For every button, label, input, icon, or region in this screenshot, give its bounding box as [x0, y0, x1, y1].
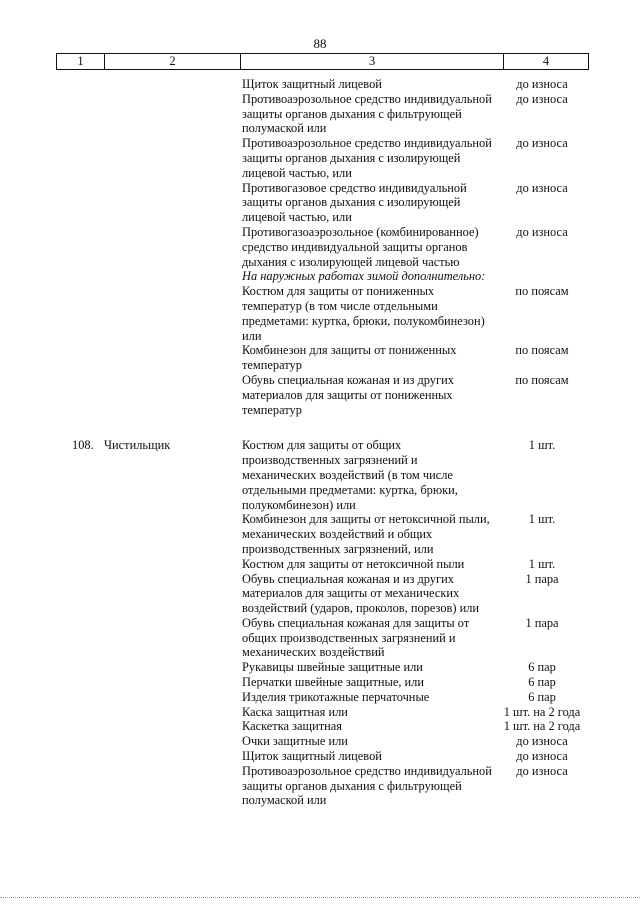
item-name: Обувь специальная кожаная и из других материалов для защиты от пониженных температур	[242, 372, 454, 417]
table-row	[0, 616, 640, 660]
page-bottom-edge	[0, 897, 640, 898]
column-header-2: 2	[105, 54, 241, 69]
item-name: Изделия трикотажные перчаточные	[242, 689, 430, 704]
table-row	[0, 225, 640, 269]
item-name: Рукавицы швейные защитные или	[242, 660, 423, 675]
table-row	[0, 705, 640, 720]
item-name: Противогазовое средство индивидуальной защиты органов дыхания с изолирующей лицевой частью, или	[242, 180, 467, 225]
table-row	[0, 734, 640, 749]
section-subheading	[0, 269, 640, 284]
table-row	[0, 181, 640, 225]
column-header-3: 3	[241, 54, 504, 69]
item-name: Костюм для защиты от пониженных температур (в том числе отдельными предметами: куртка, брюки, полукомбинезон) или	[242, 284, 485, 343]
table-row	[0, 660, 640, 675]
item-name: Противоаэрозольное средство индивидуальной защиты органов дыхания с изолирующей лицевой частью, или	[242, 136, 492, 180]
table-row	[0, 284, 640, 343]
item-norm: до износа	[516, 136, 568, 151]
item-norm: до износа	[516, 180, 568, 195]
table-row	[0, 438, 640, 512]
item-norm: по поясам	[515, 343, 569, 358]
table-row	[0, 719, 640, 734]
item-name: Костюм для защиты от нетоксичной пыли	[242, 556, 465, 571]
table-row	[0, 77, 640, 92]
item-name: Противоаэрозольное средство индивидуальной защиты органов дыхания с фильтрующей полумаской или	[242, 763, 492, 808]
column-header-1: 1	[57, 54, 105, 69]
item-name: Щиток защитный лицевой	[242, 77, 382, 91]
item-norm: 1 шт.	[528, 438, 556, 453]
table-row	[0, 373, 640, 417]
column-header-row	[56, 53, 589, 70]
item-name: Перчатки швейные защитные, или	[242, 675, 424, 690]
item-name: Очки защитные или	[242, 734, 348, 749]
item-name: Противогазоаэрозольное (комбинированное) средство индивидуальной защиты органов дыхания с изолирующей лицевой частью	[242, 224, 479, 269]
item-norm: до износа	[516, 224, 568, 239]
column-header-4: 4	[542, 54, 550, 68]
item-norm: 6 пар	[528, 675, 556, 690]
item-norm: 1 шт.	[528, 556, 556, 571]
item-norm: до износа	[516, 763, 568, 778]
entry-number: 108.	[72, 438, 94, 453]
profession-name: Чистильщик	[104, 438, 171, 453]
item-norm: до износа	[516, 749, 568, 764]
table-row	[0, 512, 640, 556]
item-norm: 1 шт. на 2 года	[503, 704, 581, 719]
table-row	[0, 749, 640, 764]
item-norm: 1 пара	[525, 571, 559, 586]
item-norm: 1 шт.	[528, 512, 556, 527]
item-name: Костюм для защиты от общих производственных загрязнений и механических воздействий (в том числе отдельными предметами: куртка, брюки, полукомбинезон) или	[242, 438, 458, 512]
table-row	[0, 690, 640, 705]
item-norm: до износа	[516, 77, 568, 91]
table-row	[0, 572, 640, 616]
item-name: Комбинезон для защиты от нетоксичной пыли, механических воздействий и общих производственных загрязнений, или	[242, 512, 490, 556]
item-norm: 6 пар	[528, 660, 556, 675]
item-name: Комбинезон для защиты от пониженных температур	[242, 343, 457, 373]
item-norm: 6 пар	[528, 689, 556, 704]
item-name: Каскетка защитная	[242, 719, 342, 734]
page-number: 88	[313, 36, 327, 51]
table-row	[0, 343, 640, 373]
table-row	[0, 675, 640, 690]
item-name: Щиток защитный лицевой	[242, 749, 382, 764]
item-norm: по поясам	[515, 372, 569, 387]
item-name: Каска защитная или	[242, 704, 348, 719]
table-row	[0, 136, 640, 180]
item-name: Обувь специальная кожаная и из других материалов для защиты от механических воздействий (ударов, проколов, порезов) или	[242, 571, 480, 616]
item-name: Противоаэрозольное средство индивидуальной защиты органов дыхания с фильтрующей полумаской или	[242, 91, 492, 136]
item-norm: до износа	[516, 91, 568, 106]
item-name: Обувь специальная кожаная для защиты от общих производственных загрязнений и механических воздействий	[242, 615, 470, 660]
item-norm: 1 пара	[525, 615, 559, 630]
item-norm: 1 шт. на 2 года	[503, 719, 581, 734]
item-norm: до износа	[516, 734, 568, 749]
table-row	[0, 557, 640, 572]
table-row	[0, 92, 640, 136]
item-norm: по поясам	[515, 284, 569, 299]
subheading-text: На наружных работах зимой дополнительно:	[242, 269, 486, 284]
table-body	[0, 77, 640, 808]
table-row	[0, 764, 640, 808]
